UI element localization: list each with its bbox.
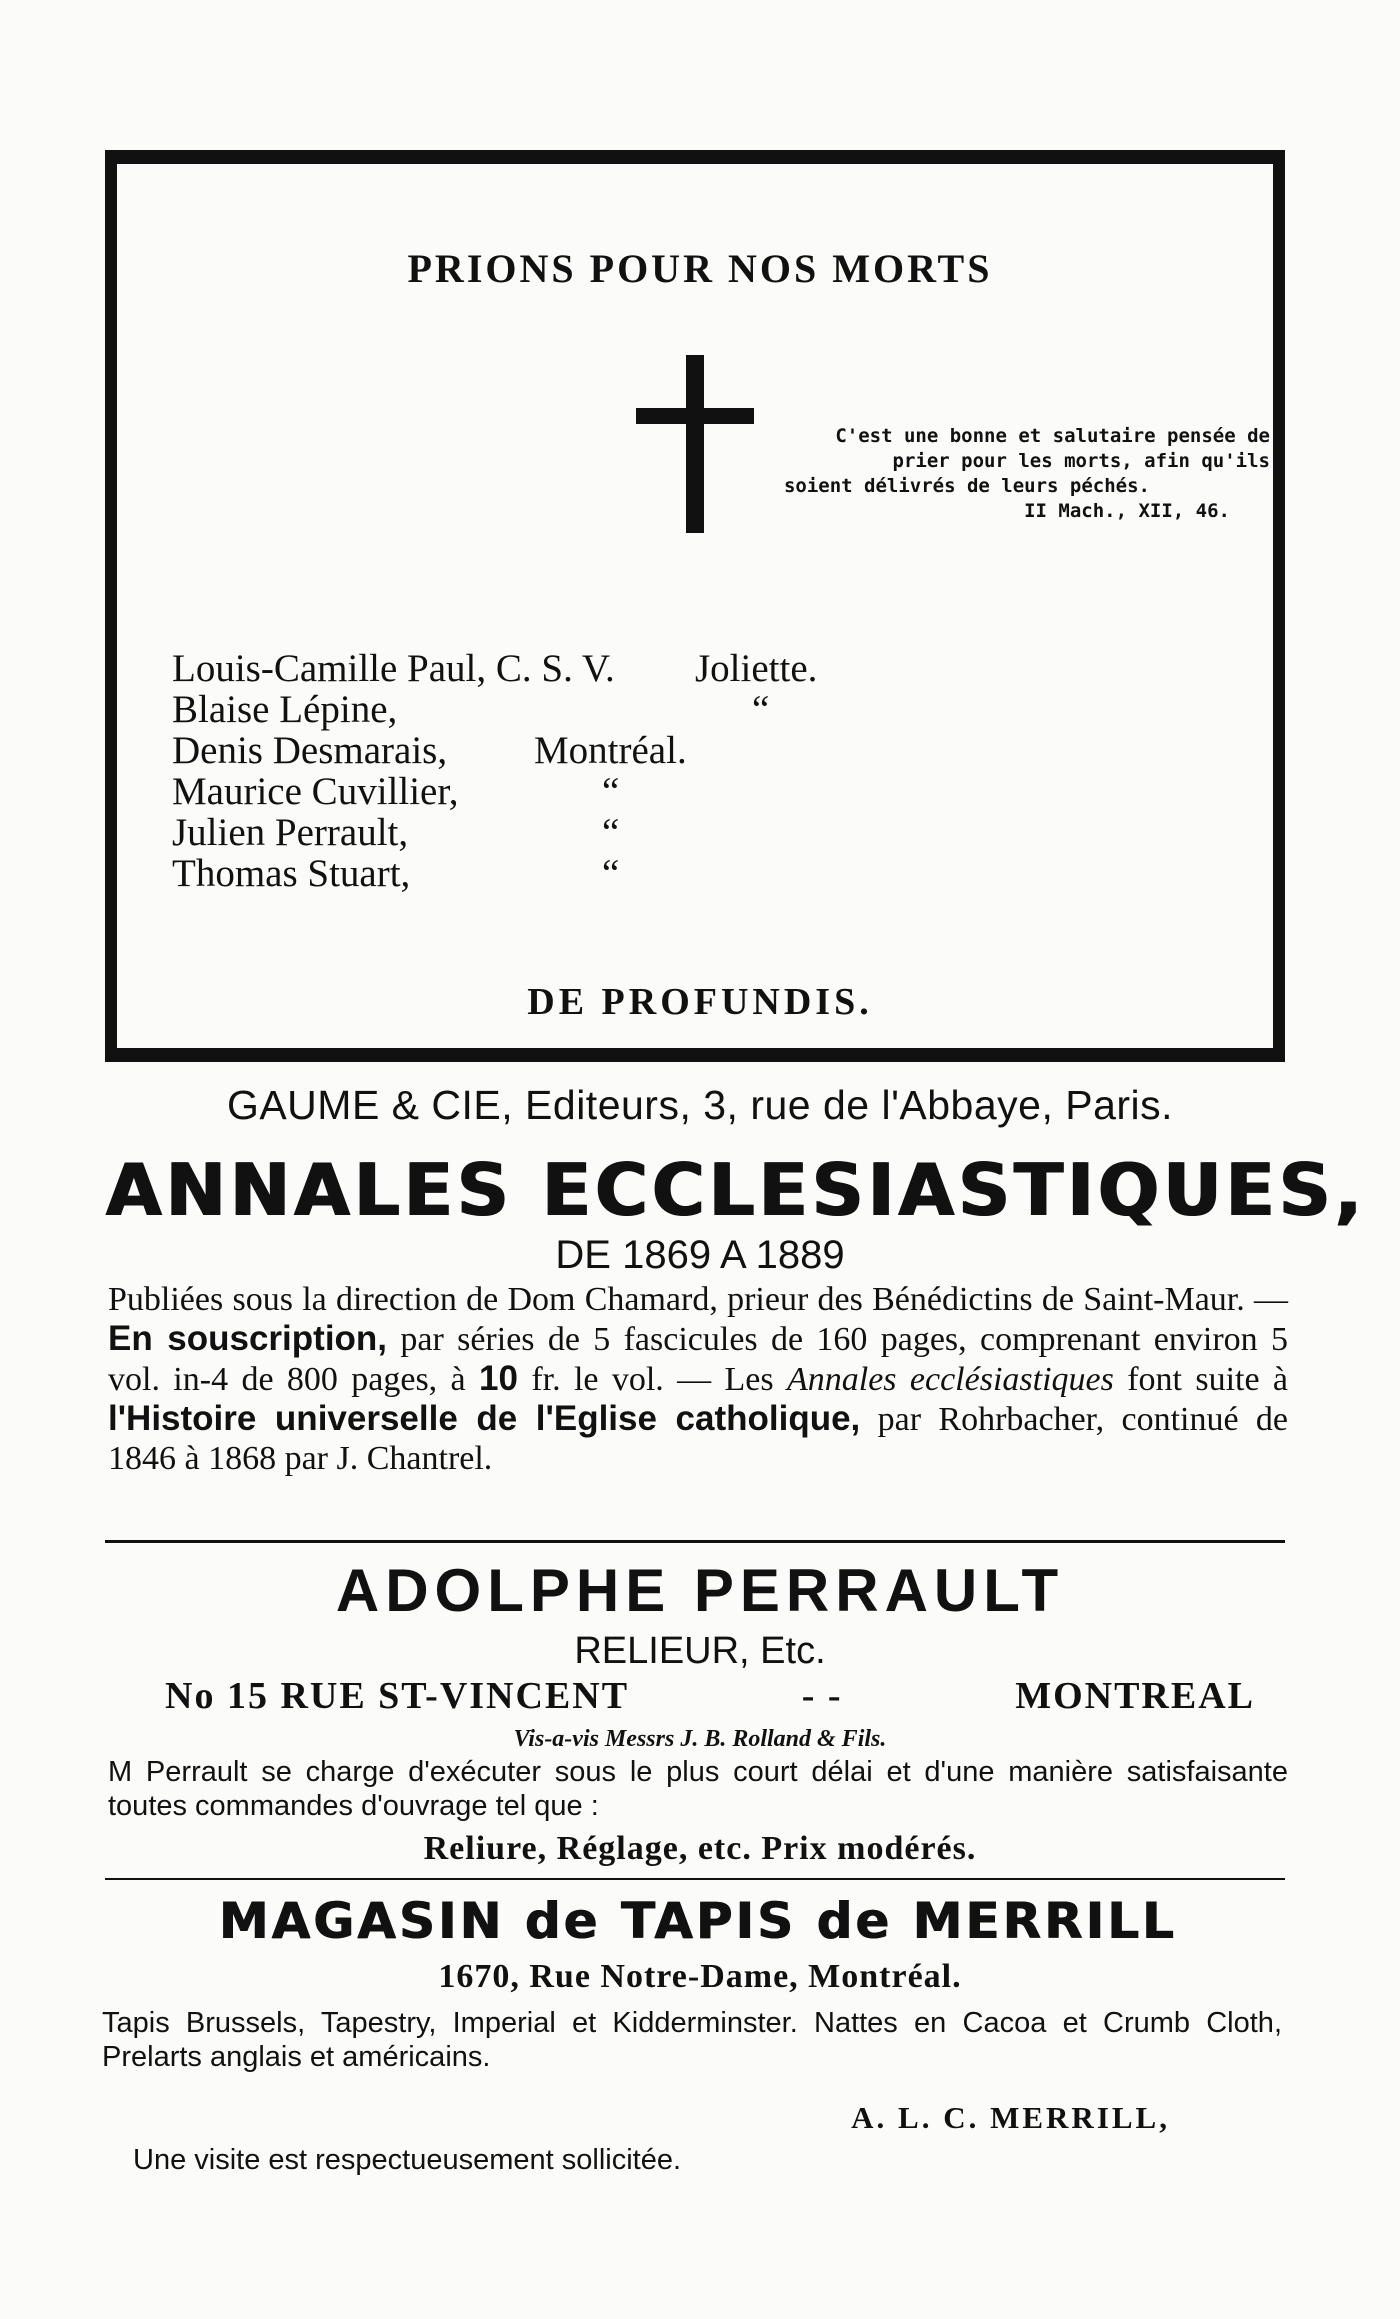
deceased-list <box>172 647 818 895</box>
deceased-place: “ <box>602 811 620 854</box>
deceased-place: “ <box>602 852 620 895</box>
quote-line: C'est une bonne et salutaire pensée de <box>835 425 1270 447</box>
perrault-city: MONTREAL <box>1015 1675 1255 1717</box>
deceased-name: Thomas Stuart, <box>172 852 411 895</box>
deceased-row <box>172 729 687 772</box>
text-part: En souscription, <box>108 1319 388 1358</box>
text-part: 10 <box>479 1359 518 1398</box>
deceased-name: Denis Desmarais, <box>172 729 448 772</box>
de-profundis: DE PROFUNDIS. <box>527 981 873 1023</box>
text-part: fr. le vol. — Les <box>517 1361 787 1398</box>
merrill-title: MAGASIN de TAPIS de MERRILL <box>218 1892 1177 1950</box>
deceased-row <box>172 647 818 690</box>
deceased-row <box>172 852 620 895</box>
text-part: Annales ecclésiastiques <box>787 1361 1114 1398</box>
quote-reference: II Mach., XII, 46. <box>1024 500 1230 522</box>
annales-description <box>108 1280 1288 1478</box>
deceased-name: Maurice Cuvillier, <box>172 770 459 813</box>
quote-line: prier pour les morts, afin qu'ils <box>892 450 1270 472</box>
text-part: font suite à <box>1113 1361 1289 1398</box>
perrault-vis-a-vis: Vis-a-vis Messrs J. B. Rolland & Fils. <box>513 1726 887 1752</box>
merrill-address: 1670, Rue Notre-Dame, Montréal. <box>438 1958 962 1995</box>
quote-line: soient délivrés de leurs péchés. <box>783 475 1150 497</box>
address-dashes: - - <box>801 1675 843 1717</box>
perrault-address: No 15 RUE ST-VINCENT <box>165 1675 630 1717</box>
deceased-place: Montréal. <box>534 729 687 772</box>
deceased-row <box>172 770 620 813</box>
deceased-name: Blaise Lépine, <box>172 688 398 731</box>
deceased-row <box>172 811 620 854</box>
divider <box>105 1878 1285 1880</box>
deceased-place: Joliette. <box>695 647 818 690</box>
deceased-place: “ <box>752 688 770 731</box>
deceased-row <box>172 688 770 731</box>
divider <box>105 1540 1285 1543</box>
text-part: par séries de 5 fascicules de 160 pages, comprenant environ 5 vol. in-4 de 800 pages, à <box>108 1321 1288 1398</box>
perrault-name: ADOLPHE PERRAULT <box>335 1557 1065 1624</box>
deceased-name: Julien Perrault, <box>172 811 409 854</box>
memorial-title: PRIONS POUR NOS MORTS <box>407 246 993 291</box>
publisher-line: GAUME & CIE, Editeurs, 3, rue de l'Abbaye, Paris. <box>226 1082 1174 1128</box>
text-part: par Rohrbacher, continué de 1846 à 1868 par J. Chantrel. <box>108 1401 1288 1477</box>
deceased-name: Louis-Camille Paul, C. S. V. <box>172 647 615 690</box>
text-part: Publiées sous la direction de Dom Chamard, prieur des Bénédictins de Saint-Maur. — <box>108 1281 1288 1318</box>
perrault-address-row <box>165 1672 1255 1720</box>
merrill-description: Tapis Brussels, Tapestry, Imperial et Kidderminster. Nattes en Cacoa et Crumb Cloth, Prelarts anglais et américains. <box>102 2007 1282 2073</box>
cross-icon-bar <box>636 408 754 424</box>
text-part: l'Histoire universelle de l'Eglise catholique, <box>108 1399 861 1438</box>
scripture-quote <box>780 424 1270 524</box>
annales-title: ANNALES ECCLESIASTIQUES, <box>105 1148 1366 1232</box>
deceased-place: “ <box>602 770 620 813</box>
merrill-signature: A. L. C. MERRILL, <box>851 2100 1170 2135</box>
perrault-description: M Perrault se charge d'exécuter sous le plus court délai et d'une manière satisfaisante toutes commandes d'ouvrage tel que : <box>108 1756 1288 1822</box>
merrill-visit: Une visite est respectueusement sollicitée. <box>133 2144 682 2176</box>
annales-dates: DE 1869 A 1889 <box>555 1233 845 1277</box>
cross-icon <box>686 355 704 533</box>
perrault-trade: RELIEUR, Etc. <box>574 1630 826 1672</box>
perrault-services: Reliure, Réglage, etc. Prix modérés. <box>423 1830 977 1867</box>
